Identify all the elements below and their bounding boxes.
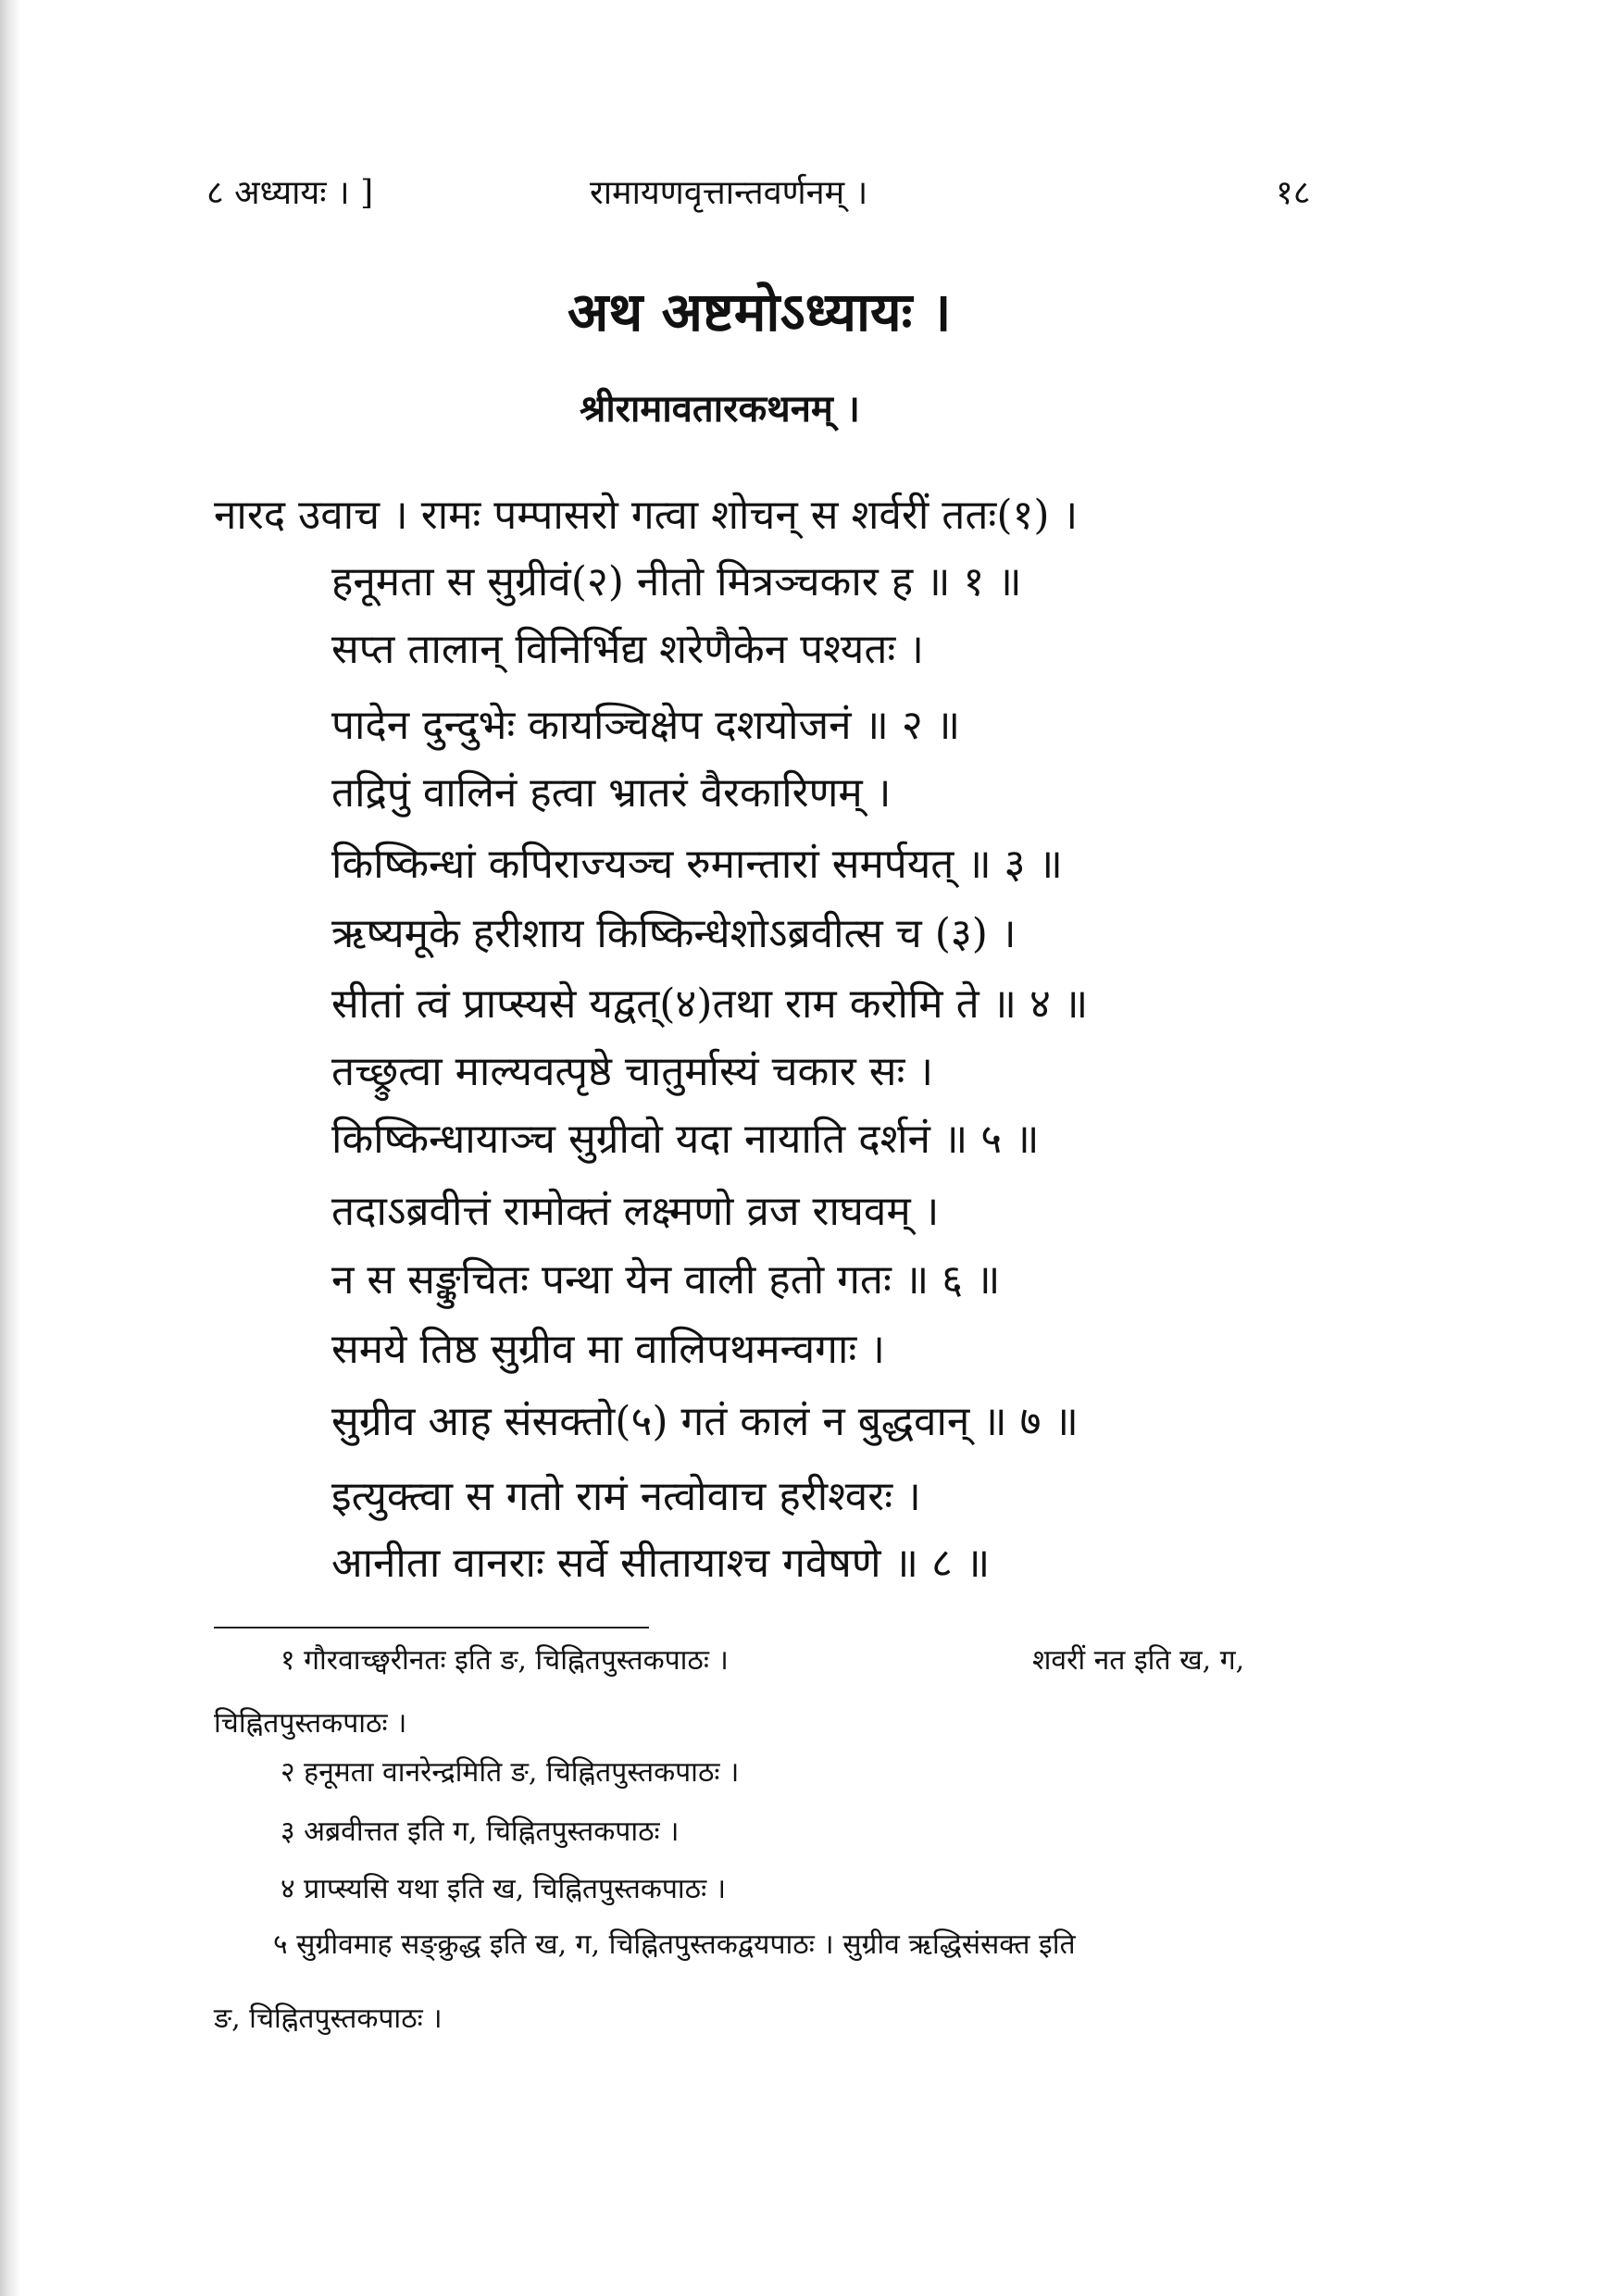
footnote-1-variant: शवरीं नत इति ख, ग,	[1032, 1644, 1245, 1677]
verse-line: सप्त तालान् विनिर्भिद्य शरेणैकेन पश्यतः ।	[331, 626, 924, 673]
verse-line: समये तिष्ठ सुग्रीव मा वालिपथमन्वगाः ।	[331, 1326, 885, 1373]
verse-line: तच्छ्रुत्वा माल्यवत्पृष्ठे चातुर्मास्यं चकार सः ।	[331, 1048, 934, 1095]
verse-line: तदाऽब्रवीत्तं रामोक्तं लक्ष्मणो व्रज राघवम् ।	[331, 1188, 940, 1235]
page-number: १८	[1276, 174, 1311, 212]
verse-line: न स सङ्कुचितः पन्था येन वाली हतो गतः ॥ ६ ॥	[331, 1256, 1001, 1304]
footnote-3: ३ अब्रवीत्तत इति ग, चिह्नितपुस्तकपाठः ।	[281, 1816, 680, 1848]
verse-line: इत्युक्त्वा स गतो रामं नत्वोवाच हरीश्वरः ।	[331, 1473, 921, 1520]
footnote-2: २ हनूमता वानरेन्द्रमिति ङ, चिह्नितपुस्तकपाठः ।	[281, 1756, 740, 1789]
scan-edge-shadow	[0, 0, 20, 2296]
running-header-chapter: ८ अध्यायः । ]	[206, 174, 374, 212]
footnote-5: ५ सुग्रीवमाह सङ्क्रुद्ध इति ख, ग, चिह्नितपुस्तकद्वयपाठः । सुग्रीव ऋद्धिसंसक्त इति	[273, 1928, 1076, 1961]
verse-line: पादेन दुन्दुभेः कायञ्चिक्षेप दशयोजनं ॥ २ ॥	[331, 702, 961, 749]
verse-line: सीतां त्वं प्राप्स्यसे यद्वत्(४)तथा राम करोमि ते ॥ ४ ॥	[331, 980, 1089, 1028]
verse-line: किष्किन्धां कपिराज्यञ्च रुमान्तारां समर्पयत् ॥ ३ ॥	[331, 841, 1063, 888]
verse-line: सुग्रीव आह संसक्तो(५) गतं कालं न बुद्धवान् ॥ ७ ॥	[331, 1398, 1079, 1445]
chapter-subtitle: श्रीरामावतारकथनम् ।	[580, 387, 860, 430]
footnote-1-continuation: चिह्नितपुस्तकपाठः ।	[214, 1707, 407, 1740]
footnote-1: १ गौरवाच्छ्वरीनतः इति ङ, चिह्नितपुस्तकपाठः ।	[281, 1644, 729, 1677]
verse-line: नारद उवाच । रामः पम्पासरो गत्वा शोचन् स शर्वरीं ततः(१) ।	[214, 492, 1079, 539]
verse-line: किष्किन्धायाञ्च सुग्रीवो यदा नायाति दर्शनं ॥ ५ ॥	[331, 1116, 1040, 1163]
footnote-4: ४ प्राप्स्यसि यथा इति ख, चिह्नितपुस्तकपाठः ।	[281, 1873, 727, 1905]
verse-line: आनीता वानराः सर्वे सीतायाश्च गवेषणे ॥ ८ ॥	[331, 1540, 991, 1587]
running-header-title: रामायणवृत्तान्तवर्णनम् ।	[590, 174, 868, 212]
verse-line: ऋष्यमूके हरीशाय किष्किन्धेशोऽब्रवीत्स च (३) ।	[331, 910, 1017, 957]
footnote-5-continuation: ङ, चिह्नितपुस्तकपाठः ।	[214, 2003, 443, 2035]
verse-line: हनूमता स सुग्रीवं(२) नीतो मित्रञ्चकार ह ॥ १ ॥	[331, 558, 1022, 605]
footnote-rule	[214, 1627, 649, 1628]
verse-line: तद्रिपुं वालिनं हत्वा भ्रातरं वैरकारिणम् ।	[331, 769, 892, 817]
chapter-title: अथ अष्टमोऽध्यायः ।	[568, 281, 952, 343]
